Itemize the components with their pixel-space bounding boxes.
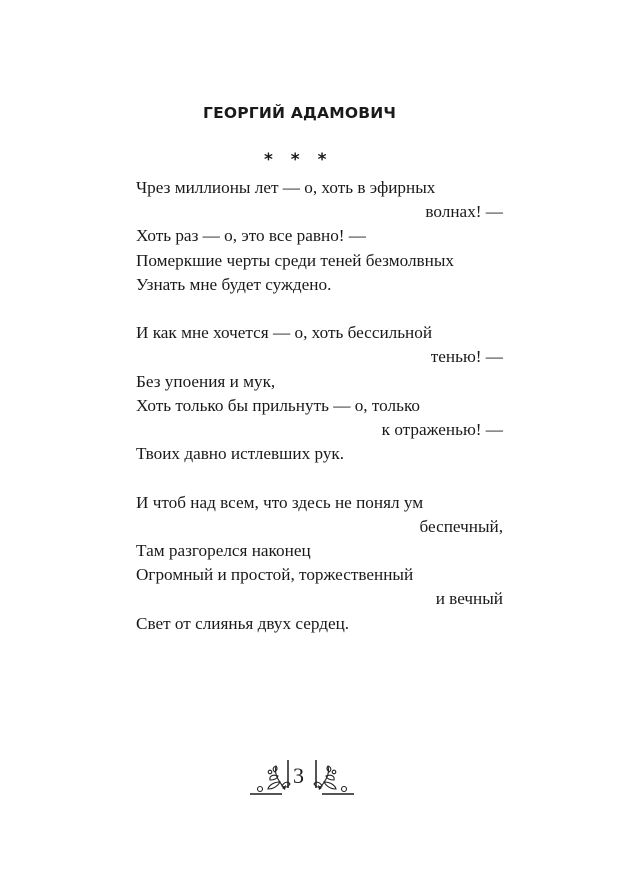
poem-line: Узнать мне будет суждено.	[136, 274, 332, 294]
poem-line: Померкшие черты среди теней безмолвных	[136, 250, 454, 270]
floral-ornament-right-icon	[312, 758, 356, 798]
stanza-1	[136, 176, 503, 297]
floral-ornament-left-icon	[248, 758, 292, 798]
poem-line-continuation: тенью! —	[430, 347, 503, 367]
poem-line: Хоть раз — о, это все равно! —	[136, 226, 366, 246]
poem-line: Чрез миллионы лет — о, хоть в эфирных	[136, 178, 436, 197]
poem-line: Твоих давно истлевших рук.	[136, 444, 345, 464]
page-number: 3	[293, 763, 304, 788]
poem-line: Свет от слиянья двух сердец.	[136, 613, 350, 633]
poem-line: И как мне хочется — о, хоть бессильной	[136, 323, 433, 343]
poem-line: Хоть только бы прильнуть — о, только	[136, 395, 421, 415]
poem-line: Там разгорелся наконец	[136, 541, 311, 561]
poem-line-continuation: и вечный	[435, 589, 503, 609]
poem-line-continuation: волнах! —	[425, 202, 503, 222]
poem-line: И чтоб над всем, что здесь не понял ум	[136, 492, 424, 512]
poem-line-continuation: к отраженью! —	[381, 420, 503, 440]
author-heading: ГЕОРГИЙ АДАМОВИЧ	[203, 104, 397, 122]
poem	[136, 176, 503, 660]
stanza-2	[136, 321, 503, 466]
section-separator: * * *	[264, 150, 327, 170]
stanza-3	[136, 491, 503, 636]
poem-line: Огромный и простой, торжественный	[136, 565, 414, 585]
poem-line-continuation: беспечный,	[419, 516, 503, 536]
page-footer	[248, 758, 348, 798]
poem-line: Без упоения и мук,	[136, 371, 276, 391]
